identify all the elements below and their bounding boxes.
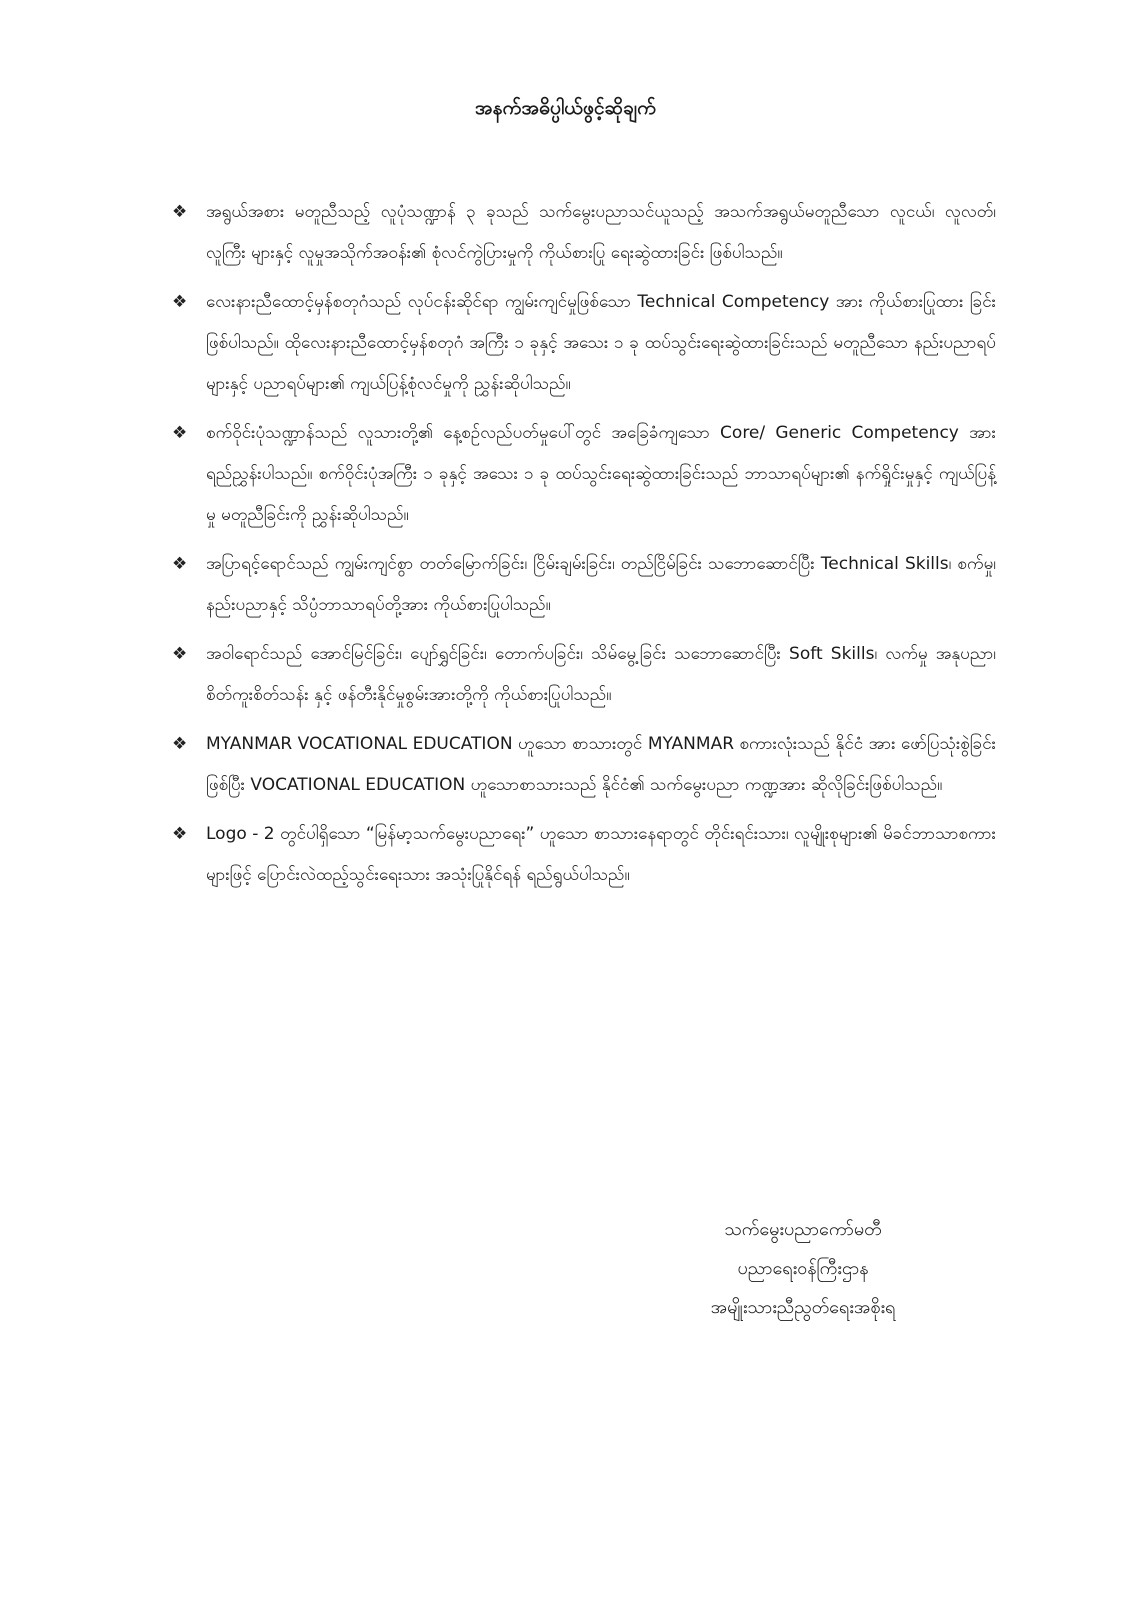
document-title: အနက်အဓိပ္ပါယ်ဖွင့်ဆိုချက် <box>474 97 656 119</box>
definition-text: အရွယ်အစား မတူညီသည့် လူပုံသဏ္ဍာန် ၃ ခုသည် သက်မွေးပညာသင်ယူသည့် အသက်အရွယ်မတူညီသော လူငယ်၊ လူလတ်၊ လူကြီး များနှင့် လူမှုအသိုက်အဝန်း၏ စုံလင်ကွဲပြားမှုကို ကိုယ်စားပြု ရေးဆွဲထားခြင်း ဖြစ်ပါသည်။ <box>206 202 996 263</box>
definition-text: အပြာရင့်ရောင်သည် ကျွမ်းကျင်စွာ တတ်မြောက်ခြင်း၊ ငြိမ်းချမ်းခြင်း၊ တည်ငြိမ်ခြင်း သဘောဆောင်ပြီး Technical Skills၊ စက်မှု၊ နည်းပညာနှင့် သိပ္ပံဘာသာရပ်တို့အား ကိုယ်စားပြုပါသည်။ <box>206 554 996 615</box>
definition-text: လေးနားညီထောင့်မှန်စတုဂံသည် လုပ်ငန်းဆိုင်ရာ ကျွမ်းကျင်မှုဖြစ်သော Technical Competency အား ကိုယ်စားပြုထား ခြင်း ဖြစ်ပါသည်။ ထိုလေးနားညီထောင့်မှန်စတုဂံ အကြီး ၁ ခုနှင့် အသေး ၁ ခု ထပ်သွင်းရေးဆွဲထားခြင်းသည် မတူညီသော နည်းပညာရပ်များနှင့် ပညာရပ်များ၏ ကျယ်ပြန့်စုံလင်မှုကို ညွှန်းဆိုပါသည်။ <box>206 292 996 394</box>
diamond-bullet-icon: ❖ <box>172 554 188 574</box>
diamond-bullet-icon: ❖ <box>172 734 188 754</box>
diamond-bullet-icon: ❖ <box>172 292 188 312</box>
signature-ministry: ပညာရေးဝန်ကြီးဌာန <box>737 1258 869 1279</box>
diamond-bullet-icon: ❖ <box>172 824 188 844</box>
definition-item <box>168 413 996 536</box>
signature-block <box>648 1210 958 1327</box>
definition-text: အဝါရောင်သည် အောင်မြင်ခြင်း၊ ပျော်ရွှင်ခြင်း၊ တောက်ပခြင်း၊ သိမ်မွေ့ခြင်း သဘောဆောင်ပြီး Soft Skills၊ လက်မှု အနုပညာ၊ စိတ်ကူးစိတ်သန်း နှင့် ဖန်တီးနိုင်မှုစွမ်းအားတို့ကို ကိုယ်စားပြုပါသည်။ <box>206 644 996 705</box>
definition-item <box>168 814 996 896</box>
definition-item <box>168 724 996 806</box>
definition-text: MYANMAR VOCATIONAL EDUCATION ဟူသော စာသားတွင် MYANMAR စကားလုံးသည် နိုင်ငံ အား ဖော်ပြသုံးစွဲခြင်းဖြစ်ပြီး VOCATIONAL EDUCATION ဟူသောစာသားသည် နိုင်ငံ၏ သက်မွေးပညာ ကဏ္ဍအား ဆိုလိုခြင်းဖြစ်ပါသည်။ <box>206 734 996 795</box>
diamond-bullet-icon: ❖ <box>172 202 188 222</box>
definition-item <box>168 634 996 716</box>
signature-committee: သက်မွေးပညာကော်မတီ <box>724 1219 882 1240</box>
definition-item <box>168 544 996 626</box>
definition-item <box>168 192 996 274</box>
signature-government: အမျိုးသားညီညွတ်ရေးအစိုးရ <box>710 1297 896 1318</box>
diamond-bullet-icon: ❖ <box>172 423 188 443</box>
diamond-bullet-icon: ❖ <box>172 644 188 664</box>
definition-item <box>168 282 996 405</box>
definition-list <box>168 192 996 904</box>
definition-text: Logo - 2 တွင်ပါရှိသော “မြန်မာ့သက်မွေးပညာရေး” ဟူသော စာသားနေရာတွင် တိုင်းရင်းသား၊ လူမျိုးစုများ၏ မိခင်ဘာသာစကားများဖြင့် ပြောင်းလဲထည့်သွင်းရေးသား အသုံးပြုနိုင်ရန် ရည်ရွယ်ပါသည်။ <box>206 824 996 885</box>
definition-text: စက်ဝိုင်းပုံသဏ္ဍာန်သည် လူသားတို့၏ နေ့စဉ်လည်ပတ်မှုပေါ်တွင် အခြေခံကျသော Core/ Generic Competency အား ရည်ညွှန်းပါသည်။ စက်ဝိုင်းပုံအကြီး ၁ ခုနှင့် အသေး ၁ ခု ထပ်သွင်းရေးဆွဲထားခြင်းသည် ဘာသာရပ်များ၏ နက်ရှိုင်းမှုနှင့် ကျယ်ပြန့်မှု မတူညီခြင်းကို ညွှန်းဆိုပါသည်။ <box>206 423 996 525</box>
